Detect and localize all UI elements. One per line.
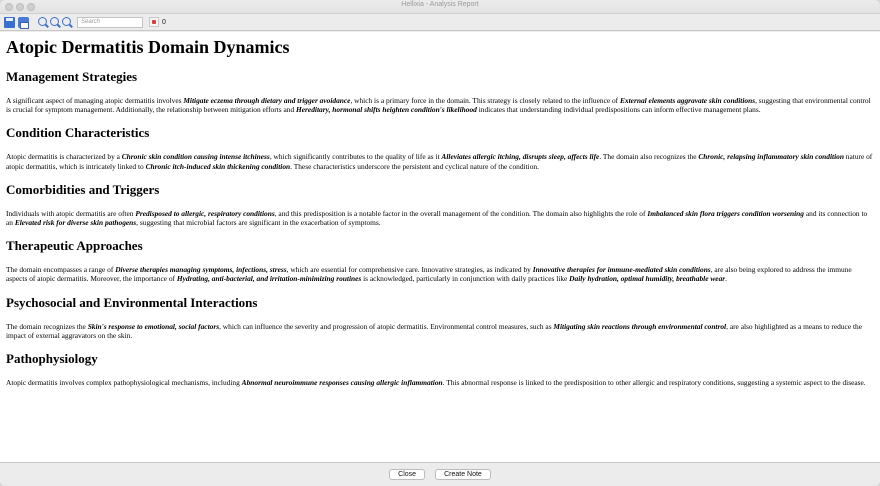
- highlighted-term: Hereditary, hormonal shifts heighten condition's likelihood: [296, 105, 477, 115]
- section-paragraph: [6, 209, 874, 227]
- zoom-reset-icon[interactable]: [62, 17, 71, 26]
- print-icon[interactable]: [18, 17, 29, 28]
- zoom-in-icon[interactable]: [38, 17, 47, 26]
- paragraph-text: , which can influence the severity and progression of atopic dermatitis. Environmental control measures, such as: [219, 321, 554, 331]
- paragraph-text: , which significantly contributes to the quality of life as it: [269, 152, 442, 162]
- highlighted-term: Chronic, relapsing inflammatory skin condition: [698, 152, 844, 162]
- search-input[interactable]: Search: [77, 17, 143, 28]
- section-heading: Psychosocial and Environmental Interactions: [6, 294, 258, 310]
- highlighted-term: Chronic itch-induced skin thickening condition: [145, 161, 291, 171]
- title-bar: [0, 0, 880, 14]
- paragraph-text: . These characteristics underscore the persistent and cyclical nature of the condition.: [290, 161, 539, 171]
- highlighted-term: Chronic skin condition causing intense itchiness: [121, 152, 270, 162]
- paragraph-text: indicates that understanding individual predispositions can inform effective management plans.: [476, 105, 761, 115]
- paragraph-text: A significant aspect of managing atopic dermatitis involves: [6, 96, 184, 105]
- paragraph-text: , and this predisposition is a notable factor in the overall management of the condition. The domain also highlights the role of: [274, 208, 648, 218]
- highlighted-term: Imbalanced skin flora triggers condition worsening: [647, 208, 804, 218]
- footer-bar: [0, 462, 880, 486]
- report-title: Atopic Dermatitis Domain Dynamics: [6, 37, 290, 57]
- paragraph-text: Atopic dermatitis involves complex pathophysiological mechanisms, including: [6, 378, 242, 388]
- paragraph-text: , suggesting that microbial factors are significant in the exacerbation of symptoms.: [136, 218, 381, 228]
- highlighted-term: Hydrating, anti-bacterial, and irritation-minimizing routines: [176, 274, 362, 284]
- create-note-button[interactable]: Create Note: [435, 469, 491, 480]
- highlighted-term: Abnormal neuroimmune responses causing allergic inflammation: [241, 378, 443, 388]
- report-content: [0, 32, 880, 462]
- section-heading: Therapeutic Approaches: [6, 238, 143, 254]
- paragraph-text: nature of atopic dermatitis, which is intricately linked to: [6, 152, 873, 171]
- paragraph-text: Atopic dermatitis is characterized by a: [6, 152, 122, 162]
- highlighted-term: Elevated risk for diverse skin pathogens: [14, 218, 137, 228]
- section-heading: Comorbidities and Triggers: [6, 181, 160, 197]
- highlighted-term: Daily hydration, optimal humidity, breathable wear: [569, 274, 726, 284]
- highlighted-term: Skin's response to emotional, social factors: [87, 321, 220, 331]
- highlighted-term: Innovative therapies for immune-mediated skin conditions: [532, 265, 711, 275]
- section-heading: Condition Characteristics: [6, 125, 150, 141]
- paragraph-text: Individuals with atopic dermatitis are often: [6, 208, 136, 218]
- paragraph-text: , which are essential for comprehensive care. Innovative strategies, as indicated by: [286, 265, 533, 275]
- highlighted-term: Alleviates allergic itching, disrupts sleep, affects life: [441, 152, 600, 162]
- section-paragraph: [6, 152, 874, 170]
- match-count: 0: [162, 18, 166, 26]
- section-paragraph: [6, 265, 874, 283]
- highlighted-term: Predisposed to allergic, respiratory conditions: [135, 208, 275, 218]
- paragraph-text: . The domain also recognizes the: [599, 152, 699, 162]
- highlighted-term: Mitigating skin reactions through environmental control: [553, 321, 727, 331]
- section-paragraph: [6, 322, 874, 340]
- highlighted-term: Mitigate eczema through dietary and trigger avoidance: [183, 96, 351, 105]
- paragraph-text: and its connection to an: [6, 208, 868, 228]
- highlighted-term: Diverse therapies managing symptoms, infections, stress: [115, 265, 287, 275]
- paragraph-text: The domain recognizes the: [6, 321, 88, 331]
- paragraph-text: , suggesting that environmental control is crucial for symptom management. Additionally, the relationship between mitigation efforts and: [6, 96, 871, 115]
- highlighted-term: External elements aggravate skin conditions: [620, 96, 756, 105]
- section-paragraph: [6, 378, 874, 387]
- paragraph-text: .: [725, 274, 727, 284]
- window-title: Hellixia - Analysis Report: [401, 1, 479, 8]
- zoom-out-icon[interactable]: [50, 17, 59, 26]
- paragraph-text: , which is a primary force in the domain. This strategy is closely related to the influence of: [350, 96, 620, 105]
- save-icon[interactable]: [4, 17, 15, 28]
- report-sections: [6, 69, 874, 387]
- paragraph-text: , are also being explored to address the immune aspects of atopic dermatitis. Moreover, the importance of: [6, 265, 852, 284]
- section-heading: Pathophysiology: [6, 351, 98, 367]
- section-heading: Management Strategies: [6, 69, 138, 84]
- paragraph-text: is acknowledged, particularly in conjunction with daily practices like: [361, 274, 570, 284]
- section-paragraph: [6, 96, 874, 114]
- highlight-icon[interactable]: [149, 17, 159, 27]
- paragraph-text: , are also highlighted as a means to reduce the impact of external aggravators on the skin.: [6, 321, 862, 340]
- toolbar: [0, 14, 880, 31]
- paragraph-text: The domain encompasses a range of: [6, 265, 116, 275]
- close-button[interactable]: Close: [389, 469, 425, 480]
- paragraph-text: . This abnormal response is linked to the predisposition to other allergic and respiratory conditions, suggesting a systemic aspect to the disease.: [442, 378, 866, 388]
